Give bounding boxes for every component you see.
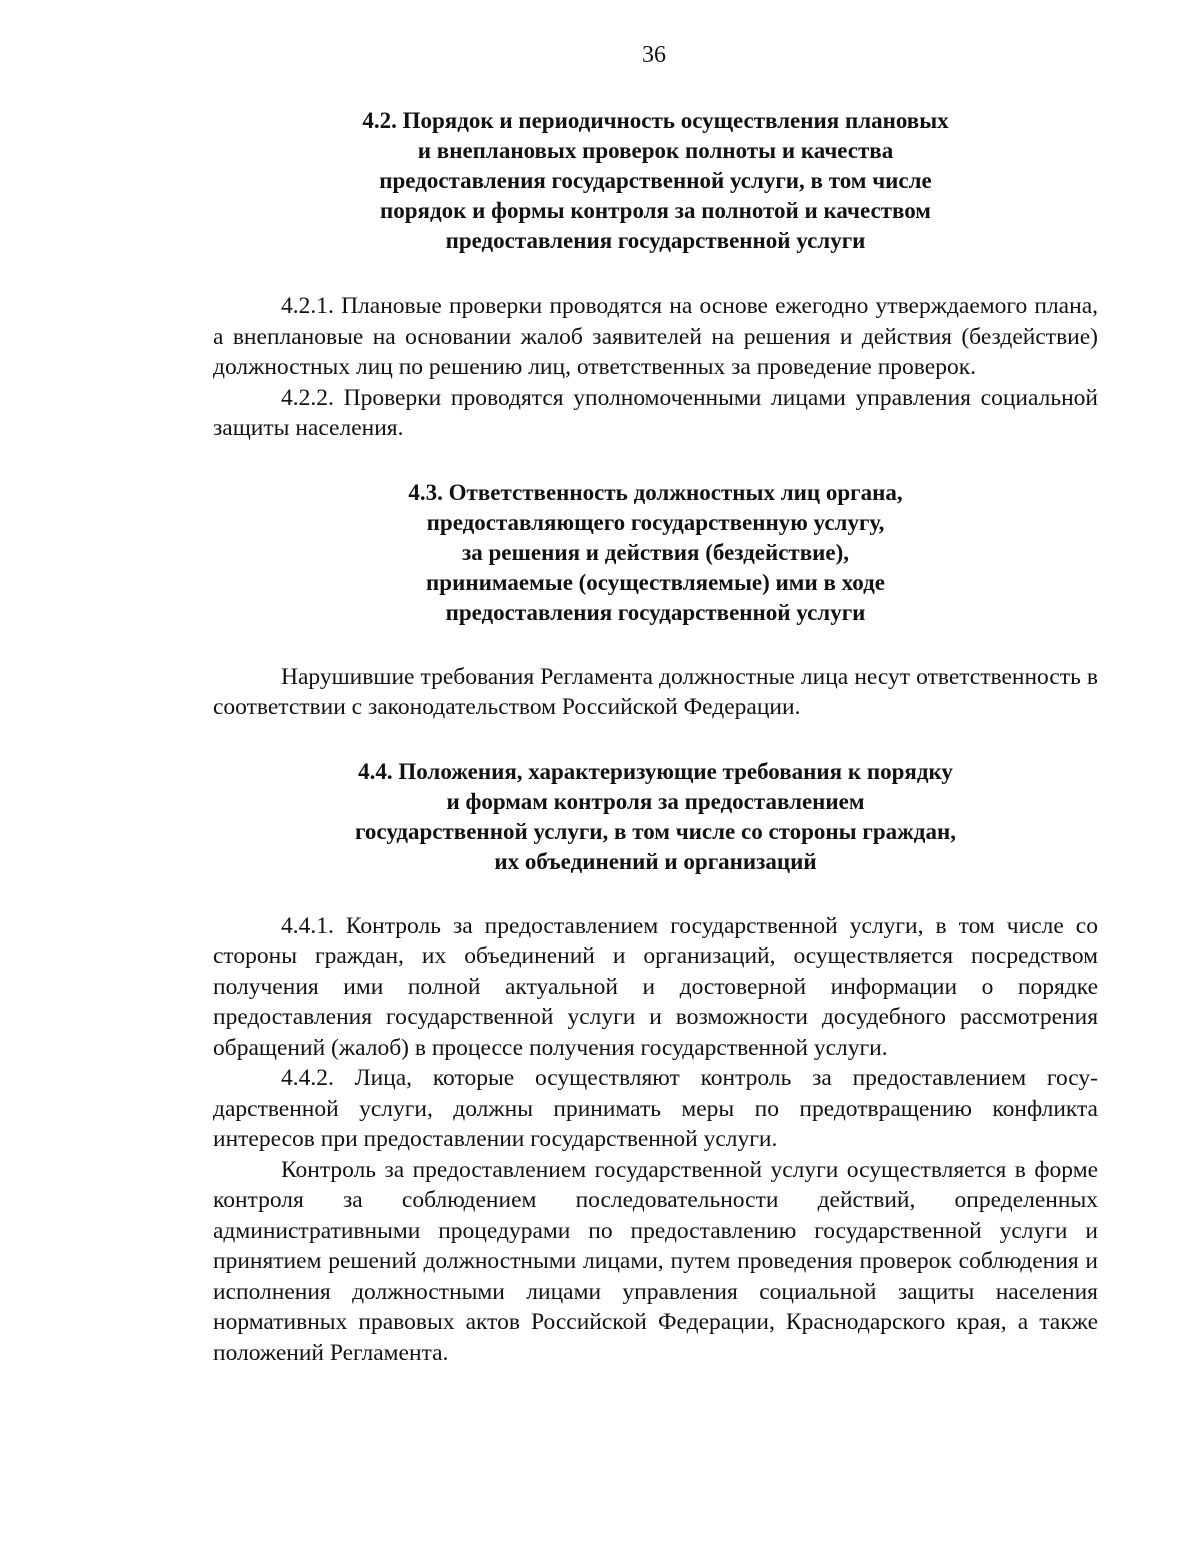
paragraph-4-4-3: Контроль за предоставлением государственной услуги осуществляется в форме контроля за соблюдением последовательности действий, определенных административными процедурами по предоставлению государственной услуги и принятием решений должностными лицами, путем проведения проверок соблюдения и исполнения должностными лицами управления социальной защиты населения нормативных правовых актов Российской Федерации, Краснодарского края, а также положений Регламента. [213, 1156, 1098, 1366]
paragraph-4-3: Нарушившие требования Регламента должностные лица несут ответственность в соответствии с законодательством Российской Федерации. [213, 663, 1098, 720]
paragraph-4-4-2: 4.4.2. Лица, которые осуществляют контроль за предоставлением государственной услуги, должны принимать меры по предотвращению конфликта интересов при предоставлении государственной услуги. [213, 1065, 1098, 1152]
heading-line: предоставления государственной услуги, в том числе [379, 168, 932, 193]
heading-line: и внеплановых проверок полноты и качества [417, 138, 894, 163]
heading-line: 4.2. Порядок и периодичность осуществления плановых [362, 108, 949, 133]
heading-line: за решения и действия (бездействие), [461, 539, 850, 565]
paragraph-4-2-1: 4.2.1. Плановые проверки проводятся на основе ежегодно утверждаемого плана, а внеплановые на основании жалоб заявителей на решения и действия (бездействие) должностных лиц по решению лиц, ответственных за проведение проверок. [213, 293, 1098, 380]
section-heading-4-4 [213, 757, 1098, 877]
heading-line: государственной услуги, в том числе со стороны граждан, [355, 818, 956, 844]
section-heading-4-2 [213, 106, 1098, 256]
paragraph-4-4-1: 4.4.1. Контроль за предоставлением государственной услуги, в том числе со стороны граждан, их объединений и организаций, осуществляется посредством получения ими полной актуальной и достоверной информации о порядке предоставления государственной услуги и возможности досудебного рассмотрения обращений (жалоб) в процессе получения государственной услуги. [213, 912, 1098, 1061]
heading-line: предоставляющего государственную услугу, [426, 509, 885, 535]
page-number: 36 [642, 42, 666, 68]
heading-line: и формам контроля за предоставлением [446, 788, 865, 814]
heading-line: принимаемые (осуществляемые) ими в ходе [426, 569, 885, 595]
heading-line: предоставления государственной услуги [445, 228, 866, 253]
heading-line: порядок и формы контроля за полнотой и качеством [380, 198, 931, 223]
heading-line: их объединений и организаций [494, 848, 817, 874]
heading-line: 4.4. Положения, характеризующие требования к порядку [358, 758, 953, 784]
section-heading-4-3 [213, 478, 1098, 628]
document-body [213, 100, 1098, 1368]
paragraph-4-2-2: 4.2.2. Проверки проводятся уполномоченными лицами управления социальной защиты населения. [213, 384, 1098, 441]
heading-line: предоставления государственной услуги [445, 599, 866, 625]
heading-line: 4.3. Ответственность должностных лиц органа, [408, 479, 903, 505]
